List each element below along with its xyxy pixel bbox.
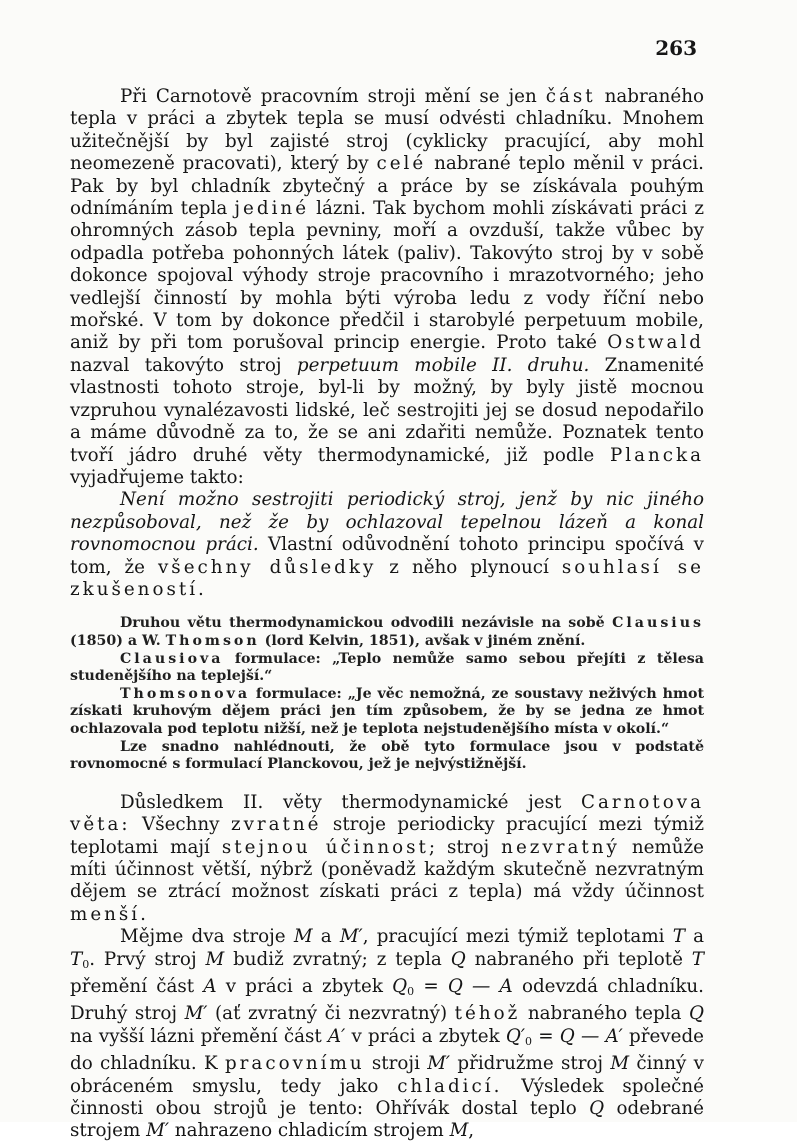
text-run: , bbox=[468, 1120, 475, 1142]
text-run: převede do chladníku. K bbox=[70, 1025, 704, 1075]
small-paragraph-equivalence bbox=[70, 739, 704, 774]
text-run: v práci a zbytek bbox=[345, 1025, 506, 1047]
text-run: nabraného při teplotě bbox=[465, 948, 692, 970]
math-symbol: A′ bbox=[327, 1025, 346, 1047]
text-run: budiž zvratný; z tepla bbox=[224, 948, 451, 970]
spaced-term: souhlasí se zkušeností. bbox=[70, 556, 705, 600]
math-symbol: Q bbox=[392, 975, 408, 997]
math-subscript: 0 bbox=[407, 984, 415, 998]
text-run: (1850) a W. bbox=[70, 632, 166, 649]
text-run: ; stroj bbox=[428, 836, 502, 858]
math-symbol: A bbox=[203, 975, 217, 997]
math-symbol: M bbox=[205, 948, 225, 970]
text-run: stroje periodicky pracující mezi týmiž teplotami mají bbox=[70, 814, 704, 858]
text-run: , pracující mezi týmiž teplotami bbox=[362, 926, 673, 948]
text-run: nabraného tepla v práci a zbytek tepla se musí odvésti chladníku. Mnohem užitečnější by byl zajisté stroj (cyklicky pracující, aby mohl neomezeně pracovati), který by bbox=[70, 86, 705, 175]
text-run: odevzdá chladníku. Druhý stroj bbox=[70, 975, 704, 1025]
spaced-name-planck: Plancka bbox=[609, 444, 704, 466]
math-subscript: 0 bbox=[525, 1034, 533, 1048]
page-content bbox=[70, 86, 704, 1143]
spaced-term: pracovnímu bbox=[224, 1053, 365, 1075]
text-run: nabraného tepla bbox=[520, 1003, 689, 1025]
text-run: Vlastní odůvodnění tohoto principu spočívá v tom, že bbox=[70, 534, 704, 578]
spaced-term: všechny důsledky bbox=[157, 556, 377, 578]
text-run: činný v obráceném smyslu, tedy jako bbox=[70, 1053, 704, 1097]
spaced-term: Carnotova věta: bbox=[70, 791, 704, 836]
spaced-name-thomson: Thomson bbox=[165, 632, 260, 649]
math-expression: = Q — A′ bbox=[532, 1025, 623, 1047]
text-run: (lord Kelvin, 1851), avšak v jiném znění. bbox=[259, 632, 586, 649]
math-symbol: T bbox=[70, 948, 83, 970]
text-run: přemění část bbox=[70, 975, 204, 997]
paragraph-principle bbox=[70, 489, 704, 601]
text-run: formulace: „Je věc nemožná, ze soustavy neživých hmot získati kruhovým dějem práci jen tím způsobem, že by se jedna ze hmot ochlazovala pod teplotu nižší, než je teplota nejstudenějšího místa v okolí.“ bbox=[70, 685, 704, 737]
text-run: nemůže míti účinnost větší, nýbrž (poněvadž každým skutečně nezvratným dějem se ztrácí možnost získati práci z tepla) má vždy účinnost bbox=[70, 836, 704, 903]
footnote-block bbox=[70, 615, 704, 773]
paragraph-carnot-theorem bbox=[70, 792, 704, 926]
italic-term: perpetuum mobile II. druhu. bbox=[296, 354, 590, 376]
math-symbol: Q bbox=[689, 1003, 704, 1025]
spaced-term: zvratné bbox=[230, 814, 322, 836]
paragraph-two-machines bbox=[70, 926, 704, 1143]
text-run: . Prvý stroj bbox=[89, 948, 206, 970]
text-run: nahrazeno chladicím strojem bbox=[168, 1120, 450, 1142]
spaced-term: Thomsonova bbox=[120, 685, 251, 702]
principle-statement: Není možno sestrojiti periodický stroj, jenž by nic jiného nezpůsoboval, než že by ochlazoval tepelnou lázeň a konal rovnomocnou práci. bbox=[70, 489, 704, 556]
text-run: Znamenité vlastnosti tohoto stroje, byl-li by možný, by byly jistě mocnou vzpruhou vynalézavosti lidské, leč sestrojiti jej se dosud nepodařilo a máme důvodně za to, že se ani zdařiti nemůže. Poznatek tento tvoří jádro druhé věty thermodynamické, již podle bbox=[70, 354, 704, 466]
text-run: Lze snadno nahlédnouti, že obě tyto formulace jsou v podstatě rovnomocné s formulací Planckovou, jež je nejvýstižnější. bbox=[70, 738, 704, 773]
text-run: odebrané strojem bbox=[70, 1097, 704, 1142]
text-run: (ať zvratný či nezvratný) bbox=[207, 1003, 455, 1025]
math-expression: = Q — A bbox=[414, 975, 513, 997]
text-run: přidružme stroj bbox=[450, 1053, 611, 1075]
text-run: Mějme dva stroje bbox=[120, 926, 294, 948]
text-run: Druhou větu thermodynamickou odvodili nezávisle na sobě bbox=[120, 615, 613, 632]
text-run: nazval takovýto stroj bbox=[70, 354, 297, 376]
math-symbol: M bbox=[449, 1120, 469, 1142]
paragraph-carnot-machine bbox=[70, 86, 704, 489]
math-symbol: M′ bbox=[146, 1120, 169, 1142]
text-run: vyjadřujeme takto: bbox=[70, 466, 244, 488]
spaced-name-clausius: Clausius bbox=[612, 615, 704, 632]
spaced-term: stejnou účinnost bbox=[221, 836, 429, 858]
math-symbol: T bbox=[691, 948, 704, 970]
small-paragraph-history bbox=[70, 615, 704, 650]
spaced-term: jediné bbox=[234, 198, 310, 220]
math-symbol: M bbox=[293, 926, 313, 948]
math-symbol: T bbox=[672, 926, 685, 948]
text-run: Výsledek společné činnosti obou strojů je tento: Ohřívák dostal teplo bbox=[70, 1075, 704, 1119]
math-symbol: M′ bbox=[427, 1053, 451, 1075]
spaced-term: chladicí. bbox=[397, 1075, 503, 1097]
spaced-term: Clausiova bbox=[120, 650, 224, 667]
math-symbol: Q bbox=[589, 1097, 605, 1119]
text-run: v práci a zbytek bbox=[216, 975, 393, 997]
text-run: Při Carnotově pracovním stroji mění se jen bbox=[120, 86, 546, 107]
small-paragraph-thomson bbox=[70, 686, 704, 739]
text-run: Všechny bbox=[130, 814, 231, 836]
spaced-term: nezvratný bbox=[501, 836, 620, 858]
spaced-term: část bbox=[545, 86, 596, 107]
spaced-name-ostwald: Ostwald bbox=[607, 332, 704, 354]
text-run: lázni. Tak bychom mohli získávati práci z ohromných zásob tepla pevniny, moří a ovzduší, takže vůbec by odpadla potřeba pohonných látek (paliv). Takovýto stroj by v sobě dokonce spojoval výhody stroje pracovního i mrazotvorného; jeho vedlejší činností by mohla býti výroba ledu z vody říční nebo mořské. V tom by dokonce předčil i starobylé perpetuum mobile, aniž by při tom porušoval princip energie. Proto také bbox=[70, 198, 704, 354]
text-run: na vyšší lázni přemění část bbox=[70, 1025, 328, 1047]
text-run: z něho plynoucí bbox=[376, 556, 562, 578]
math-symbol: M′ bbox=[184, 1003, 208, 1025]
page-number: 263 bbox=[655, 36, 697, 60]
text-run: nabrané teplo měnil v práci. Pak by byl chladník zbytečný a práce by se získávala pouhým odnímáním tepla bbox=[70, 153, 704, 220]
text-run: stroji bbox=[364, 1053, 428, 1075]
spaced-term: menší. bbox=[70, 903, 149, 925]
text-run: formulace: „Teplo nemůže samo sebou přejíti z tělesa studenějšího na teplejší.“ bbox=[70, 650, 704, 685]
spaced-term: celé bbox=[376, 153, 427, 175]
text-run: a bbox=[312, 926, 340, 948]
math-symbol: Q′ bbox=[505, 1025, 526, 1047]
math-subscript: 0 bbox=[82, 957, 90, 971]
spaced-term: téhož bbox=[454, 1003, 521, 1025]
text-run: Důsledkem II. věty thermodynamické jest bbox=[120, 791, 581, 813]
math-symbol: M bbox=[610, 1053, 630, 1075]
text-run: a bbox=[684, 926, 704, 948]
small-paragraph-clausius bbox=[70, 651, 704, 686]
math-symbol: Q bbox=[450, 948, 466, 970]
math-symbol: M′ bbox=[339, 926, 363, 948]
